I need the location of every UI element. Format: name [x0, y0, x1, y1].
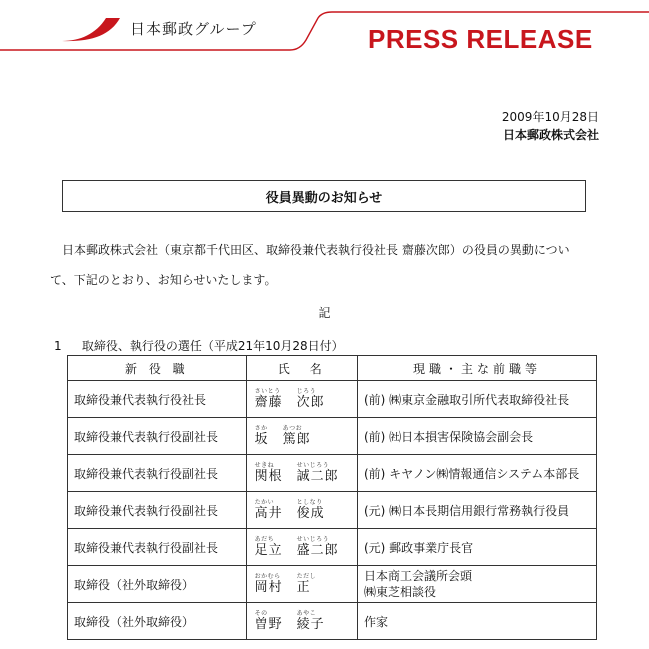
table-header-row: [68, 356, 597, 381]
table-row: [68, 566, 597, 603]
surname-ruby: あだち: [254, 536, 275, 543]
name-cell: [246, 418, 357, 455]
header: [0, 0, 649, 60]
table-row: [68, 492, 597, 529]
surname-ruby: さいとう: [254, 388, 281, 395]
new-position-cell: 取締役兼代表執行役社長: [68, 381, 247, 418]
surname-ruby: さか: [254, 425, 268, 432]
previous-position-cell: [357, 566, 596, 603]
surname: 齋藤: [254, 395, 283, 410]
previous-position-cell: [357, 455, 596, 492]
surname: 関根: [254, 469, 283, 484]
name-cell: [246, 381, 357, 418]
header-previous-position: 現職・主な前職等: [357, 356, 596, 381]
given-name-ruby: あやこ: [296, 610, 317, 617]
press-release-title: PRESS RELEASE: [368, 24, 593, 54]
given-name-ruby: せいじろう: [296, 462, 330, 469]
section-number: 1: [54, 339, 62, 353]
body-line-1: 日本郵政株式会社（東京都千代田区、取締役兼代表執行役社長 齋藤次郎）の役員の異動につい: [62, 243, 570, 257]
officers-table: [67, 355, 597, 640]
surname-ruby: せきね: [254, 462, 275, 469]
name-cell: [246, 566, 357, 603]
surname-ruby: おかむら: [254, 573, 281, 580]
section-title: 取締役、執行役の選任（平成21年10月28日付）: [81, 339, 344, 353]
surname: 坂: [254, 432, 269, 447]
given-name: 正: [296, 580, 311, 595]
table-row: [68, 418, 597, 455]
brand-name: 日本郵政グループ: [130, 20, 257, 38]
previous-position-cell: [357, 529, 596, 566]
new-position-cell: 取締役兼代表執行役副社長: [68, 492, 247, 529]
previous-position-line: (元) 郵政事業庁長官: [363, 540, 474, 555]
release-date: 2009年10月28日: [501, 110, 599, 124]
ki-marker: 記: [318, 306, 331, 320]
surname-ruby: その: [254, 610, 268, 617]
given-name: 誠二郎: [296, 469, 339, 484]
new-position-cell: 取締役兼代表執行役副社長: [68, 455, 247, 492]
table-row: [68, 381, 597, 418]
given-name-ruby: せいじろう: [296, 536, 330, 543]
new-position-cell: 取締役（社外取締役）: [68, 603, 247, 640]
new-position-cell: 取締役（社外取締役）: [68, 566, 247, 603]
header-new-position: 新 役 職: [68, 356, 247, 381]
previous-position-line: (前) ㈳日本損害保険協会副会長: [363, 429, 534, 444]
surname: 高井: [254, 506, 283, 521]
surname: 岡村: [254, 580, 283, 595]
issuer-company: 日本郵政株式会社: [502, 128, 599, 142]
previous-position-line: (前) キヤノン㈱情報通信システム本部長: [363, 466, 580, 481]
previous-position-line: (前) ㈱東京金融取引所代表取締役社長: [363, 392, 570, 407]
section-heading: [54, 337, 344, 354]
given-name: 篤郎: [282, 432, 311, 447]
logo-text: JP: [70, 18, 95, 40]
name-cell: [246, 455, 357, 492]
given-name: 綾子: [296, 617, 325, 632]
surname: 曽野: [254, 617, 283, 632]
previous-position-line: ㈱東芝相談役: [363, 585, 436, 599]
new-position-cell: 取締役兼代表執行役副社長: [68, 529, 247, 566]
previous-position-cell: [357, 603, 596, 640]
table-row: [68, 529, 597, 566]
surname: 足立: [254, 543, 283, 558]
new-position-cell: 取締役兼代表執行役副社長: [68, 418, 247, 455]
name-cell: [246, 492, 357, 529]
given-name-ruby: じろう: [296, 388, 317, 395]
header-name: 氏 名: [246, 356, 357, 381]
name-cell: [246, 603, 357, 640]
given-name-ruby: あつお: [282, 425, 303, 432]
given-name: 盛二郎: [296, 543, 339, 558]
previous-position-cell: [357, 492, 596, 529]
previous-position-cell: [357, 418, 596, 455]
document-title: 役員異動のお知らせ: [62, 180, 586, 212]
surname-ruby: たかい: [254, 499, 275, 506]
table-row: [68, 603, 597, 640]
previous-position-cell: [357, 381, 596, 418]
given-name: 次郎: [296, 395, 325, 410]
previous-position-line: 作家: [363, 614, 388, 629]
table-row: [68, 455, 597, 492]
previous-position-line: (元) ㈱日本長期信用銀行常務執行役員: [363, 503, 570, 518]
body-line-2: て、下記のとおり、お知らせいたします。: [50, 273, 277, 287]
body-paragraph: [50, 235, 610, 295]
given-name-ruby: としなり: [296, 499, 323, 506]
jp-logo-icon: [56, 14, 122, 42]
previous-position-line: 日本商工会議所会頭: [363, 569, 472, 583]
name-cell: [246, 529, 357, 566]
given-name: 俊成: [296, 506, 325, 521]
given-name-ruby: ただし: [296, 573, 317, 580]
